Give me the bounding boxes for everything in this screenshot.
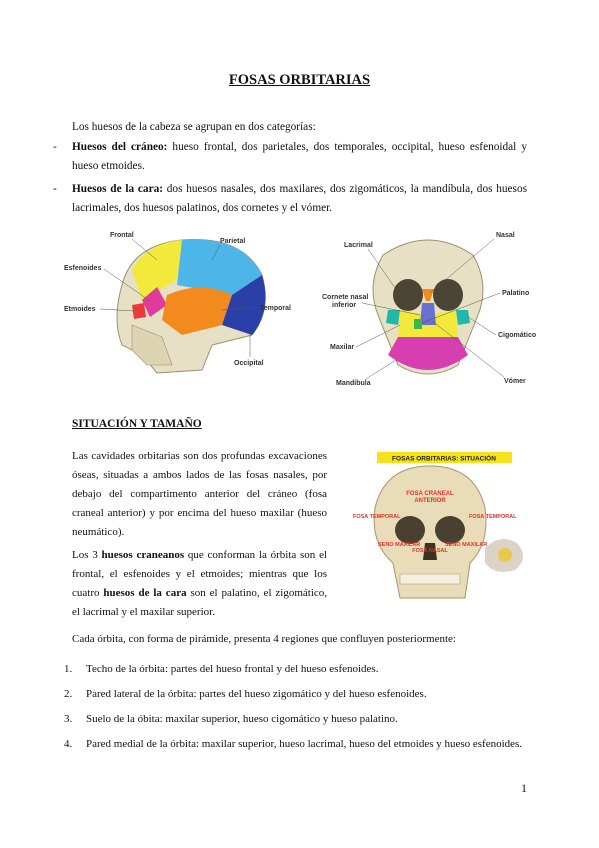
skull-situation-drawing: [374, 466, 523, 598]
label-frontal: Frontal: [110, 232, 134, 239]
skull-frontal-drawing: [373, 240, 483, 374]
bullet-facial: [53, 180, 528, 218]
list-number: 1.: [64, 663, 73, 675]
list-text: Techo de la órbita: partes del hueso frontal y del hueso esfenoides.: [86, 663, 379, 675]
list-item: [64, 687, 531, 701]
label-esfenoides: Esfenoides: [64, 265, 102, 272]
list-text: Pared medial de la órbita: maxilar superior, hueso lacrimal, hueso del etmoides y hueso esfenoides.: [86, 738, 523, 750]
paragraph-bones-e: son el palatino, el zigomático, el lacrimal y el maxilar superior.: [72, 587, 328, 618]
bullet-dash: -: [53, 183, 57, 195]
label-vomer: Vómer: [504, 378, 526, 385]
bullet-term: Huesos de la cara:: [72, 183, 164, 195]
label-cigomatico: Cigomático: [498, 332, 537, 339]
bullet-dash: -: [53, 141, 57, 153]
list-number: 2.: [64, 688, 73, 700]
label-occipital: Occipital: [234, 360, 264, 367]
label-nasal: Nasal: [496, 232, 515, 239]
bullet-cranial: [53, 138, 527, 176]
page-title: FOSAS ORBITARIAS: [228, 72, 371, 88]
page-number: 1: [521, 781, 527, 795]
bullet-text: dos huesos nasales, dos maxilares, dos zigomáticos, la mandíbula, dos huesos lacrimales, dos huesos palatinos, dos cornetes y el vómer.: [72, 183, 528, 214]
label-etmoides: Etmoides: [64, 306, 96, 313]
paragraph-bones-a: Los 3: [72, 549, 102, 561]
paragraph-regions: Cada órbita, con forma de pirámide, presenta 4 regiones que confluyen posteriormente:: [72, 633, 456, 645]
label-fosa-temporal-right: FOSA TEMPORAL: [469, 514, 517, 520]
label-fosa-anterior-1: FOSA CRANEAL: [406, 491, 454, 497]
term-facial-bones: huesos de la cara: [103, 587, 187, 599]
skull-lateral-drawing: [117, 239, 265, 373]
list-item: [64, 737, 531, 751]
intro-text: Los huesos de la cabeza se agrupan en dos categorías:: [72, 121, 316, 133]
paragraph-bones-c: que conforman la órbita son el frontal, el esfenoides y el etmoides; mientras que los cuatro: [72, 549, 328, 599]
label-palatino: Palatino: [502, 290, 530, 297]
label-seno-maxilar-left: SENO MAXILAR: [378, 542, 421, 548]
label-fosa-anterior-2: ANTERIOR: [414, 498, 446, 504]
label-parietal: Parietal: [220, 238, 246, 245]
banner-label: FOSAS ORBITARIAS: SITUACIÓN: [392, 455, 496, 463]
list-item: [64, 712, 531, 726]
list-number: 4.: [64, 738, 73, 750]
term-cranial-bones: huesos craneanos: [101, 549, 185, 561]
paragraph-bones: [72, 546, 327, 622]
bullet-term: Huesos del cráneo:: [72, 141, 168, 153]
skull-lateral-figure: [62, 225, 307, 385]
list-text: Pared lateral de la órbita: partes del hueso zigomático y del hueso esfenoides.: [86, 688, 427, 700]
label-fosa-temporal-left: FOSA TEMPORAL: [353, 514, 401, 520]
section-heading: SITUACIÓN Y TAMAÑO: [72, 418, 202, 430]
list-text: Suelo de la óbita: maxilar superior, hueso cigomático y hueso palatino.: [86, 713, 398, 725]
label-seno-maxilar-right: SENO MAXILAR: [445, 542, 488, 548]
label-mandibula: Mandíbula: [336, 380, 371, 387]
orbit-situation-figure: [345, 448, 535, 610]
label-maxilar: Maxilar: [330, 344, 355, 351]
label-fosa-nasal: FOSA NASAL: [412, 548, 448, 554]
skull-frontal-figure: [318, 225, 538, 387]
list-item: [64, 662, 531, 676]
paragraph-situation: Las cavidades orbitarias son dos profundas excavaciones óseas, situadas a ambos lados de las fosas nasales, por debajo del compartimento anterior del cráneo (fosa craneal anterior) y por encima del hueso maxilar (hueso neumático).: [72, 450, 327, 538]
label-temporal: Temporal: [260, 305, 291, 312]
label-cornete-2: inferior: [332, 302, 357, 309]
list-number: 3.: [64, 713, 73, 725]
bullet-text: hueso frontal, dos parietales, dos temporales, occipital, hueso esfenoidal y hueso etmoides.: [72, 141, 527, 172]
label-cornete-1: Cornete nasal: [322, 294, 369, 301]
label-lacrimal: Lacrimal: [344, 242, 373, 249]
